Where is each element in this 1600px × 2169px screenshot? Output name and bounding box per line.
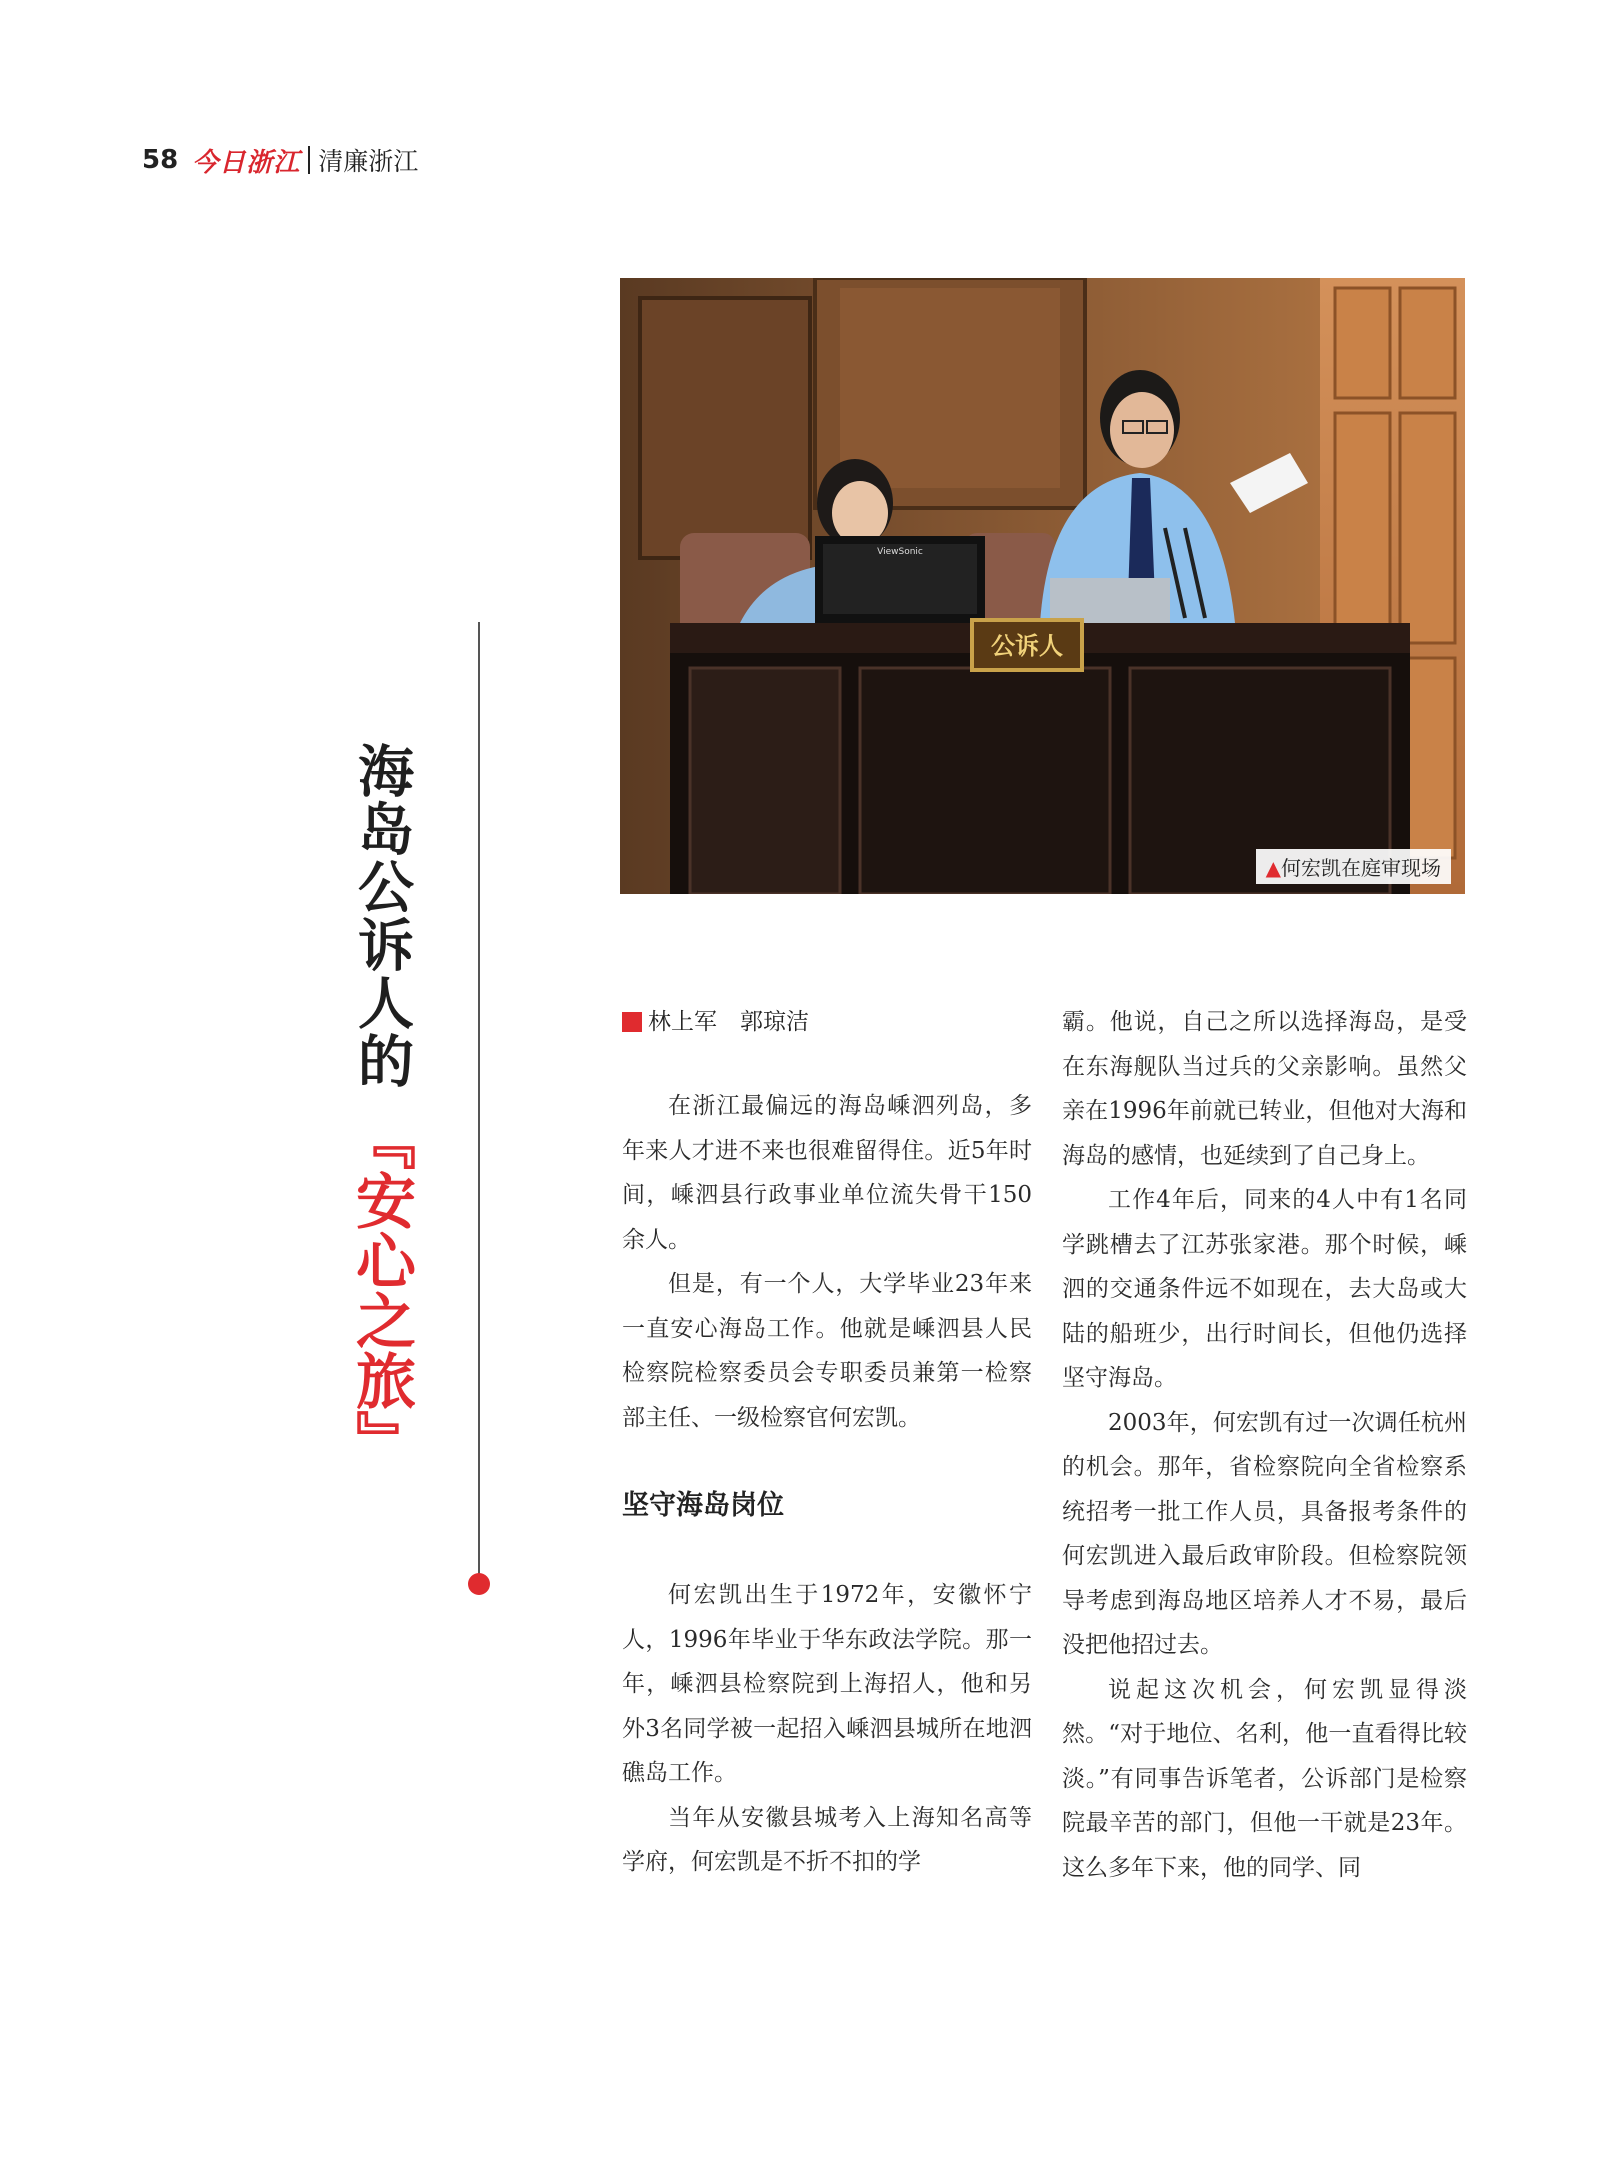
article-column-right	[1062, 1000, 1467, 1890]
byline-marker	[622, 1012, 642, 1032]
paragraph: 霸。他说，自己之所以选择海岛，是受在东海舰队当过兵的父亲影响。虽然父亲在1996年前就已转业，但他对大海和海岛的感情，也延续到了自己身上。	[1062, 1009, 1467, 1169]
caption-marker: ▲	[1265, 856, 1281, 880]
title-rule	[478, 622, 480, 1577]
paragraph: 说起这次机会，何宏凯显得淡然。“对于地位、名利，他一直看得比较淡。”有同事告诉笔者，公诉部门是检察院最辛苦的部门，但他一干就是23年。这么多年下来，他的同学、同	[1062, 1676, 1467, 1881]
article-column-left	[622, 1000, 1032, 1885]
paragraph: 何宏凯出生于1972年，安徽怀宁人，1996年毕业于华东政法学院。那一年，嵊泗县检察院到上海招人，他和另外3名同学被一起招入嵊泗县城所在地泗礁岛工作。	[622, 1582, 1032, 1786]
title-line-2: 『安心之旅』	[346, 1110, 416, 1470]
paragraph: 在浙江最偏远的海岛嵊泗列岛，多年来人才进不来也很难留得住。近5年时间，嵊泗县行政事业单位流失骨干150余人。	[622, 1093, 1032, 1253]
title-rule-dot	[468, 1573, 490, 1595]
paragraph: 工作4年后，同来的4人中有1名同学跳槽去了江苏张家港。那个时候，嵊泗的交通条件远不如现在，去大岛或大陆的船班少，出行时间长，但他仍选择坚守海岛。	[1062, 1187, 1467, 1391]
magazine-logo: 今日浙江	[192, 147, 301, 178]
monitor-brand: ViewSonic	[877, 547, 923, 557]
courtroom-photo	[620, 278, 1465, 894]
paragraph: 2003年，何宏凯有过一次调任杭州的机会。那年，省检察院向全省检察系统招考一批工作人员，具备报考条件的何宏凯进入最后政审阶段。但检察院领导考虑到海岛地区培养人才不易，最后没把他招过去。	[1062, 1409, 1467, 1658]
byline-authors: 林上军 郭琼洁	[648, 1009, 809, 1035]
caption-text: 何宏凯在庭审现场	[1281, 856, 1441, 880]
page-number: 58	[142, 145, 179, 175]
paragraph: 当年从安徽县城考入上海知名高等学府，何宏凯是不折不扣的学	[622, 1804, 1032, 1875]
title-line-1: 海岛公诉人的	[349, 742, 414, 1090]
section-name: 清廉浙江	[318, 147, 419, 176]
paragraph: 但是，有一个人，大学毕业23年来一直安心海岛工作。他就是嵊泗县人民检察院检察委员会专职委员兼第一检察部主任、一级检察官何宏凯。	[622, 1271, 1032, 1431]
header-divider	[308, 146, 310, 174]
nameplate-text: 公诉人	[991, 632, 1063, 660]
article-title	[345, 742, 417, 1470]
photo-caption	[1256, 849, 1451, 884]
byline	[622, 1000, 1032, 1044]
page-header	[142, 142, 418, 178]
section-subhead: 坚守海岛岗位	[622, 1490, 784, 1521]
